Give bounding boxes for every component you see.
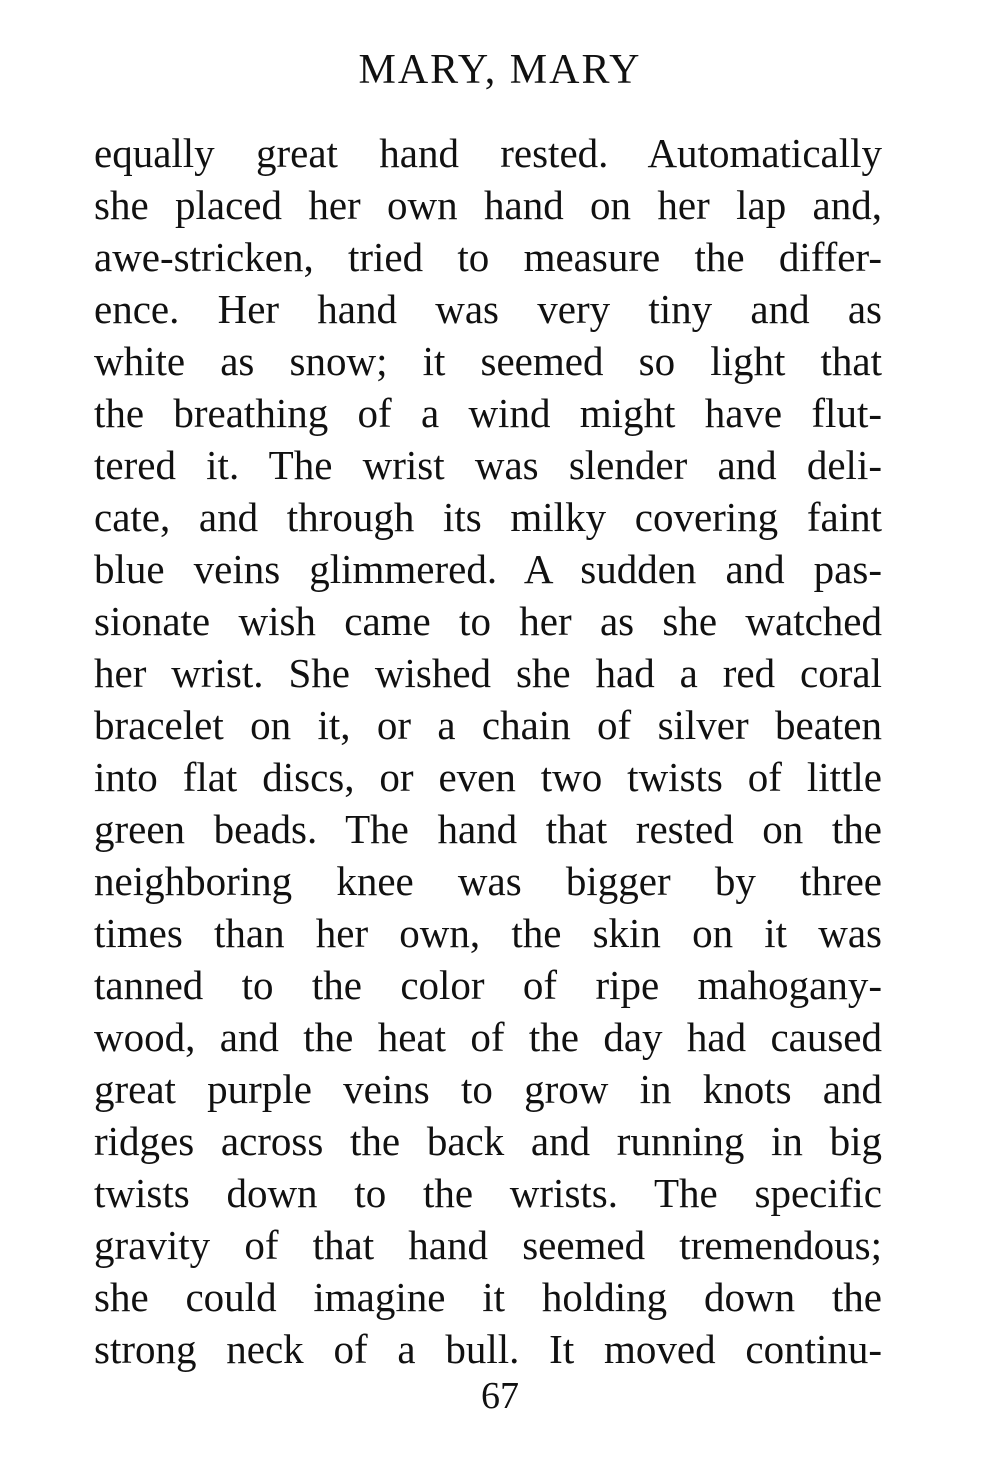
page-number: 67 — [481, 1375, 519, 1417]
body-text — [94, 127, 882, 1375]
text-line: bracelet on it, or a chain of silver beaten — [94, 702, 882, 748]
text-line: blue veins glimmered. A sudden and pas- — [94, 546, 882, 592]
text-line: awe-stricken, tried to measure the differ- — [94, 234, 882, 280]
text-line: cate, and through its milky covering faint — [94, 494, 882, 540]
text-line: green beads. The hand that rested on the — [94, 806, 882, 852]
text-line: equally great hand rested. Automatically — [94, 130, 882, 176]
text-line: the breathing of a wind might have flut- — [94, 390, 882, 436]
text-line: twists down to the wrists. The specific — [94, 1170, 882, 1216]
text-line: ence. Her hand was very tiny and as — [94, 286, 882, 332]
text-line: great purple veins to grow in knots and — [94, 1066, 882, 1112]
running-head-title: MARY, MARY — [358, 47, 642, 93]
text-line: into flat discs, or even two twists of little — [94, 754, 882, 800]
text-line: wood, and the heat of the day had caused — [94, 1014, 882, 1060]
text-line: tered it. The wrist was slender and deli- — [94, 442, 882, 488]
text-line: times than her own, the skin on it was — [94, 910, 882, 956]
text-line: tanned to the color of ripe mahogany- — [94, 962, 882, 1008]
text-line: she could imagine it holding down the — [94, 1274, 882, 1320]
text-line: neighboring knee was bigger by three — [94, 858, 882, 904]
text-line: sionate wish came to her as she watched — [94, 598, 882, 644]
text-line: her wrist. She wished she had a red coral — [94, 650, 882, 696]
text-line: she placed her own hand on her lap and, — [94, 182, 882, 228]
text-line: white as snow; it seemed so light that — [94, 338, 882, 384]
text-line: gravity of that hand seemed tremendous; — [94, 1222, 882, 1268]
text-line: ridges across the back and running in big — [94, 1118, 882, 1164]
text-line: strong neck of a bull. It moved continu- — [94, 1326, 882, 1372]
